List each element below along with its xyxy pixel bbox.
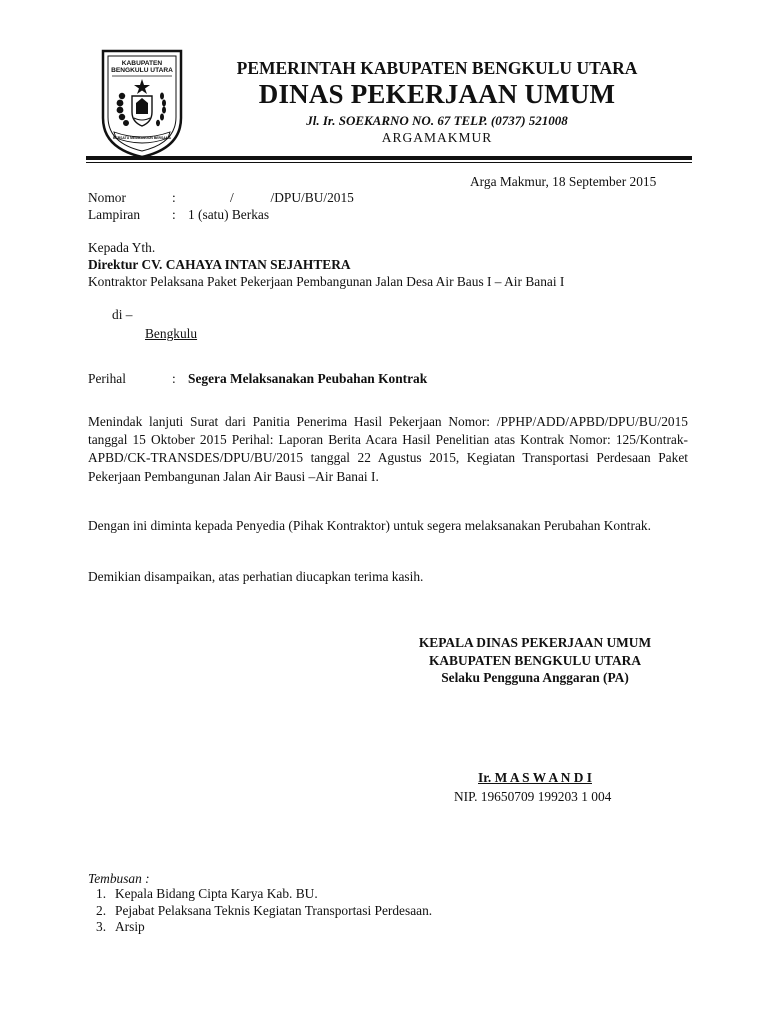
office-address: Jl. Ir. SOEKARNO NO. 67 TELP. (0737) 521008 xyxy=(306,113,568,128)
organization-name: PEMERINTAH KABUPATEN BENGKULU UTARA xyxy=(236,58,638,78)
lampiran-label: Lampiran xyxy=(88,207,141,222)
letter-date: Arga Makmur, 18 September 2015 xyxy=(470,174,657,189)
subject-colon: : xyxy=(172,371,176,386)
logo-top-text-line-1: KABUPATEN xyxy=(121,60,163,67)
nomor-label: Nomor xyxy=(88,190,126,205)
recipient-di: di – xyxy=(112,307,133,322)
tembusan-title: Tembusan : xyxy=(88,871,150,886)
department-name: DINAS PEKERJAAN UMUM xyxy=(258,79,616,109)
signature-title-1: KEPALA DINAS PEKERJAAN UMUM xyxy=(418,635,652,650)
tembusan-list xyxy=(88,886,432,936)
recipient-salutation: Kepada Yth. xyxy=(88,240,156,255)
signature-title-2: KABUPATEN BENGKULU UTARA xyxy=(428,652,642,668)
subject-label: Perihal xyxy=(88,371,126,386)
body-paragraph-3: Demikian disampaikan, atas perhatian diucapkan terima kasih. xyxy=(88,569,424,584)
body-paragraph-1: Menindak lanjuti Surat dari Panitia Penerima Hasil Pekerjaan Nomor: /PPHP/ADD/APBD/DPU/BU/2015 tanggal 15 Oktober 2015 Perihal: Laporan Berita Acara Hasil Penelitian atas Kontrak Nomor: 125/Kontrak-APBD/CK-TRANSDES/DPU/BU/2015 tanggal 22 Agustus 2015, Kegiatan Transportasi Perdesaan Paket Pekerjaan Pembangunan Jalan Air Bausi –Air Banai I. xyxy=(88,414,688,484)
logo-top-text-line-2: BENGKULU UTARA xyxy=(111,67,173,74)
lampiran-colon: : xyxy=(172,207,176,222)
recipient-place: Bengkulu xyxy=(145,326,198,341)
letterhead-rule-thin xyxy=(86,162,692,163)
nomor-colon: : xyxy=(172,190,176,205)
body-paragraph-2: Dengan ini diminta kepada Penyedia (Pihak Kontraktor) untuk segera melaksanakan Perubahan Kontrak. xyxy=(88,518,651,533)
nomor-value: / /DPU/BU/2015 xyxy=(230,190,354,205)
recipient-role: Kontraktor Pelaksana Paket Pekerjaan Pembangunan Jalan Desa Air Baus I – Air Banai I xyxy=(88,274,565,289)
lampiran-value: 1 (satu) Berkas xyxy=(188,207,270,222)
letterhead-rule-thick xyxy=(86,156,692,160)
list-item: 2. Pejabat Pelaksana Teknis Kegiatan Transportasi Perdesaan. xyxy=(96,902,433,918)
signature-title-3: Selaku Pengguna Anggaran (PA) xyxy=(441,670,629,685)
recipient-name: Direktur CV. CAHAYA INTAN SEJAHTERA xyxy=(88,257,351,272)
subject-value: Segera Melaksanakan Peubahan Kontrak xyxy=(188,371,428,386)
signatory-nip: NIP. 19650709 199203 1 004 xyxy=(454,789,612,804)
list-item: 1. Kepala Bidang Cipta Karya Kab. BU. xyxy=(96,886,318,901)
office-city: ARGAMAKMUR xyxy=(381,130,493,145)
signature-title xyxy=(385,634,685,687)
logo-banner-text: BERSATU MEMBANGUN BERSAMA xyxy=(113,136,171,140)
list-item: 3. Arsip xyxy=(96,919,145,934)
signatory-name: Ir. M A S W A N D I xyxy=(478,770,592,785)
